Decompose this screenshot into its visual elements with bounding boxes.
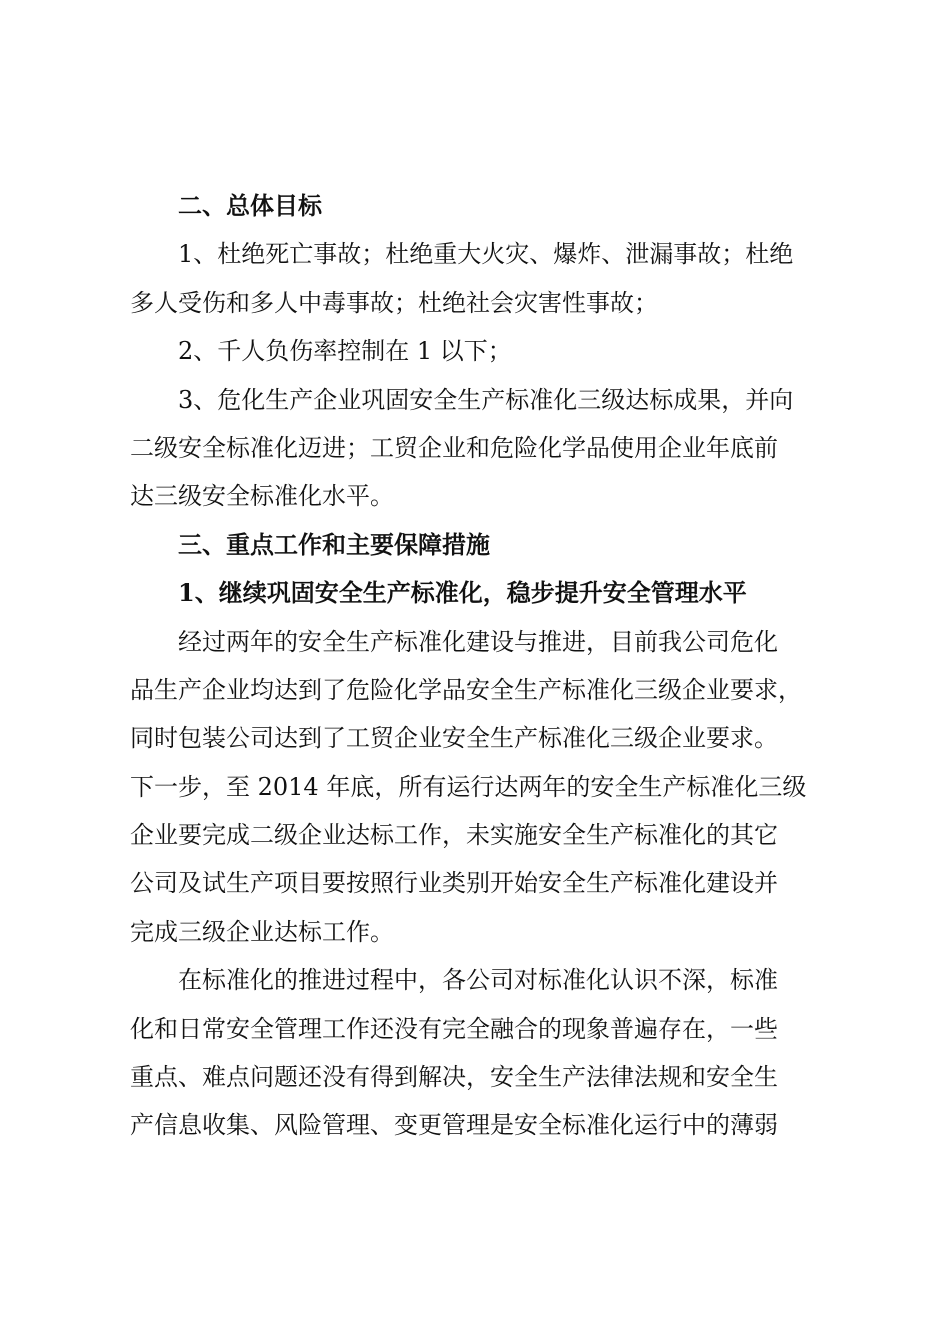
text-line: 同时包装公司达到了工贸企业安全生产标准化三级企业要求。 xyxy=(130,724,778,753)
text-line: 经过两年的安全生产标准化建设与推进，目前我公司危化 xyxy=(178,627,778,656)
text-line: 达三级安全标准化水平。 xyxy=(130,482,394,511)
text-line: 3、危化生产企业巩固安全生产标准化三级达标成果，并向 xyxy=(178,385,794,414)
text-line: 化和日常安全管理工作还没有完全融合的现象普遍存在，一些 xyxy=(130,1014,778,1043)
text-line: 产信息收集、风险管理、变更管理是安全标准化运行中的薄弱 xyxy=(130,1111,778,1140)
document-page xyxy=(130,182,830,1150)
paragraph-2 xyxy=(130,956,830,1150)
text-line: 二级安全标准化迈进；工贸企业和危险化学品使用企业年底前 xyxy=(130,433,778,462)
text-line: 在标准化的推进过程中，各公司对标准化认识不深，标准 xyxy=(178,966,778,995)
text-line: 企业要完成二级企业达标工作，未实施安全生产标准化的其它 xyxy=(130,821,778,850)
paragraph-1 xyxy=(130,618,830,957)
goal-item-1 xyxy=(130,230,830,327)
text-line: 重点、难点问题还没有得到解决，安全生产法律法规和安全生 xyxy=(130,1063,778,1092)
text-line: 多人受伤和多人中毒事故；杜绝社会灾害性事故； xyxy=(130,288,658,317)
work-heading: 三、重点工作和主要保障措施 xyxy=(178,529,490,559)
work-subheading-1: 1、继续巩固安全生产标准化，稳步提升安全管理水平 xyxy=(178,578,747,608)
goal-heading: 二、总体目标 xyxy=(178,191,322,220)
text-line: 1、杜绝死亡事故；杜绝重大火灾、爆炸、泄漏事故；杜绝 xyxy=(178,240,794,269)
goal-item-3 xyxy=(130,376,830,521)
text-line: 品生产企业均达到了危险化学品安全生产标准化三级企业要求， xyxy=(130,675,802,704)
goal-item-2: 2、千人负伤率控制在 1 以下； xyxy=(178,337,512,366)
text-line: 公司及试生产项目要按照行业类别开始安全生产标准化建设并 xyxy=(130,869,778,898)
text-line: 下一步，至 2014 年底，所有运行达两年的安全生产标准化三级 xyxy=(130,772,807,801)
text-line: 完成三级企业达标工作。 xyxy=(130,917,394,946)
